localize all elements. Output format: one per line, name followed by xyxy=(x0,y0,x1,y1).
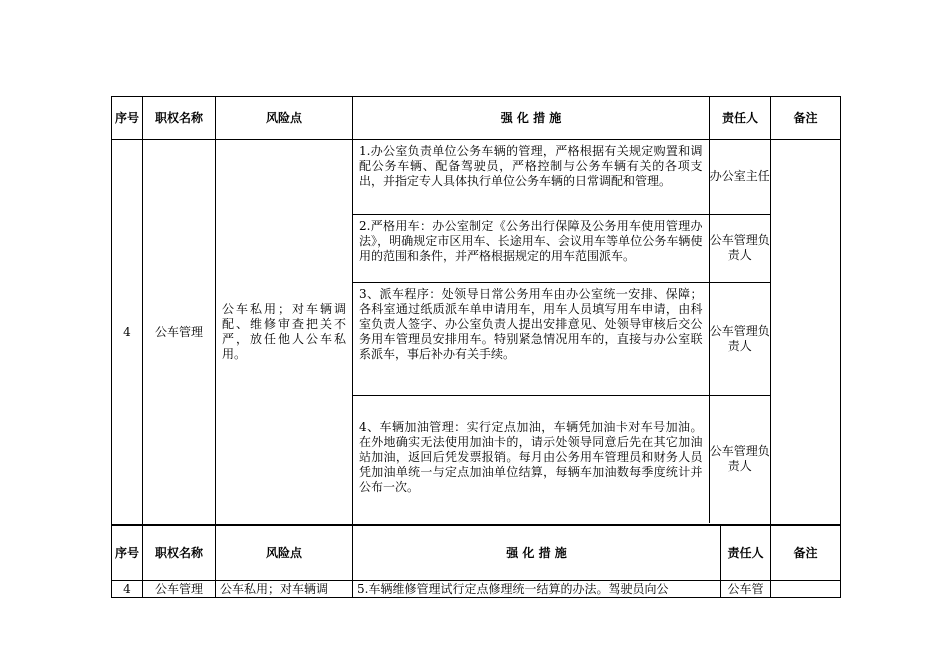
header-responsible: 责任人 xyxy=(710,97,771,140)
measure-item: 2.严格用车：办公室制定《公务出行保障及公务用车使用管理办法》，明确规定市区用车、长途用车、会议用车等单位公务车辆使用的范围和条件，并严格根据规定的用车范围派车。 xyxy=(353,214,709,282)
measures-subtable xyxy=(353,140,770,523)
measure-responsible: 公车管理负责人 xyxy=(709,214,770,282)
header-measures: 强 化 措 施 xyxy=(353,97,710,140)
header-seq: 序号 xyxy=(112,526,143,581)
header-power-name: 职权名称 xyxy=(143,97,216,140)
risk-table-2 xyxy=(111,525,841,598)
risk-table-1 xyxy=(111,96,841,525)
measure-responsible: 公车管理负责人 xyxy=(709,282,770,395)
row-power-name: 公车管理 xyxy=(143,581,216,598)
header-remark: 备注 xyxy=(771,97,841,140)
measure-item: 4、车辆加油管理：实行定点加油，车辆凭加油卡对车号加油。在外地确实无法使用加油卡的，请示处领导同意后先在其它加油站加油，返回后凭发票报销。每月由公务用车管理员和财务人员凭加油单统一与定点加油单位结算，每辆车加油数每季度统计并公布一次。 xyxy=(353,395,709,523)
measure-item: 3、派车程序：处领导日常公务用车由办公室统一安排、保障；各科室通过纸质派车单申请用车，用车人员填写用车申请，由科室负责人签字、办公室负责人提出安排意见、处领导审核后交公务用车管理员安排用车。特别紧急情况用车的，直接与办公室联系派车，事后补办有关手续。 xyxy=(353,282,709,395)
header-remark: 备注 xyxy=(771,526,841,581)
row-risk: 公车私用；对车辆调配、维修审查把关不严，放任他人公车私用。 xyxy=(216,140,353,525)
header-power-name: 职权名称 xyxy=(143,526,216,581)
measure-responsible: 公车管理负责人 xyxy=(709,444,770,474)
measure-responsible: 公车管 xyxy=(721,581,771,598)
measure-item: 5.车辆维修管理试行定点修理统一结算的办法。驾驶员向公 xyxy=(353,581,721,598)
measures-cell xyxy=(353,140,771,525)
row-remark xyxy=(771,581,841,598)
row-risk: 公车私用；对车辆调 xyxy=(216,581,353,598)
row-remark xyxy=(771,140,841,525)
row-seq: 4 xyxy=(112,581,143,598)
row-power-name: 公车管理 xyxy=(143,140,216,525)
measure-responsible: 办公室主任 xyxy=(709,140,770,214)
measure-item: 1.办公室负责单位公务车辆的管理，严格根据有关规定购置和调配公务车辆、配备驾驶员，严格控制与公务车辆有关的各项支出，并指定专人具体执行单位公务车辆的日常调配和管理。 xyxy=(353,140,709,214)
header-responsible: 责任人 xyxy=(721,526,771,581)
header-seq: 序号 xyxy=(112,97,143,140)
row-seq: 4 xyxy=(112,140,143,525)
header-risk: 风险点 xyxy=(216,526,353,581)
header-measures: 强 化 措 施 xyxy=(353,526,721,581)
header-risk: 风险点 xyxy=(216,97,353,140)
